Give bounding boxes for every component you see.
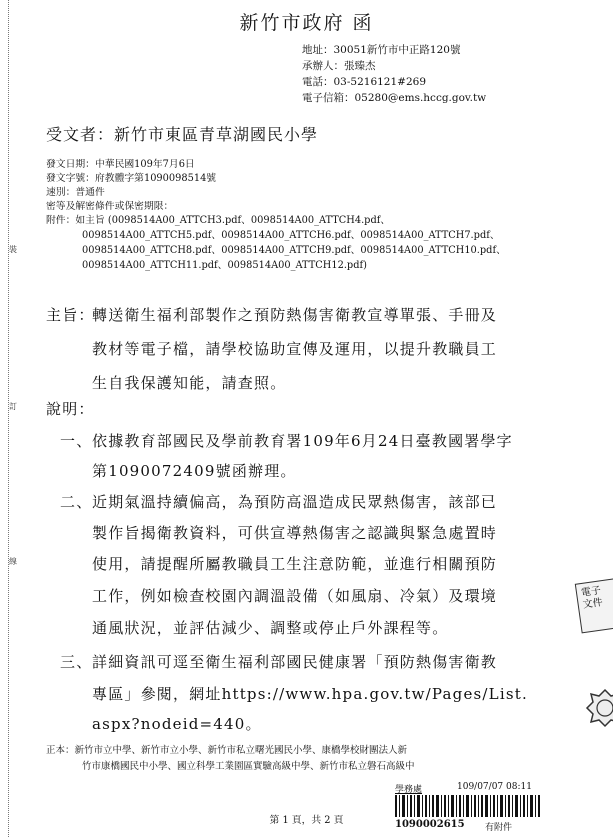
sender-phone: 電話：03-5216121#269 [302, 76, 427, 88]
item-number: 三、 [60, 653, 93, 671]
delivery-speed: 速別：普通件 [46, 187, 105, 198]
item-line: 製作旨揭衛教資料，可供宣導熱傷害之認識與緊急處置時 [92, 524, 498, 542]
item-line: 通風狀況，並評估減少、調整或停止戶外課程等。 [92, 619, 449, 637]
sender-email: 電子信箱：05280@ems.hccg.gov.tw [302, 92, 487, 104]
document-number: 發文字號：府教體字第1090098514號 [46, 173, 217, 184]
item-line: 專區」參閱，網址https://www.hpa.gov.tw/Pages/List. [92, 685, 528, 703]
subject-line: 轉送衛生福利部製作之預防熱傷害衛教宣導單張、手冊及 [92, 306, 498, 324]
attachment-line: 0098514A00_ATTCH8.pdf、0098514A00_ATTCH9.pdf、0098514A00_ATTCH10.pdf、 [82, 245, 506, 256]
document-title: 新竹市政府 函 [239, 12, 374, 34]
attachment-line: 附件：如主旨 (0098514A00_ATTCH3.pdf、0098514A00_ATTCH4.pdf、 [46, 215, 391, 226]
seal-stamp [575, 577, 613, 634]
seal-text: 電子文件 [580, 585, 604, 611]
copy-to-line: 竹市康橋國民中小學、國立科學工業園區實驗高級中學、新竹市私立磐石高級中 [82, 761, 415, 772]
binding-mark: 線 [9, 557, 17, 566]
item-number: 一、 [60, 432, 93, 450]
explanation-label: 說明： [46, 400, 95, 418]
receipt-attachment-status: 有附件 [485, 823, 513, 833]
binding-mark: 訂 [9, 402, 17, 411]
item-number: 二、 [60, 493, 93, 511]
issue-date: 發文日期：中華民國109年7月6日 [46, 159, 195, 170]
item-line: 第1090072409號函辦理。 [92, 462, 297, 480]
copy-to-line: 正本：新竹市立中學、新竹市立小學、新竹市私立曙光國民小學、康橋學校財團法人新 [46, 745, 408, 756]
item-line: aspx?nodeid=440。 [92, 715, 262, 733]
item-line: 使用，請提醒所屬教職員工生注意防範，並進行相關預防 [92, 555, 498, 573]
subject-line: 教材等電子檔，請學校協助宣傳及運用，以提升教職員工 [92, 340, 498, 358]
receipt-number: 1090002615 [395, 819, 465, 830]
subject-label: 主旨： [46, 306, 95, 324]
seal-stamp-lower [585, 688, 613, 728]
binding-line [8, 0, 9, 837]
page-number: 第 1 頁，共 2 頁 [269, 815, 344, 826]
security-level: 密等及解密條件或保密期限： [46, 201, 174, 212]
item-line: 工作，例如檢查校園內調溫設備（如風扇、冷氣）及環境 [92, 587, 498, 605]
item-line: 詳細資訊可逕至衛生福利部國民健康署「預防熱傷害衛教 [92, 653, 498, 671]
recipient: 受文者：新竹市東區青草湖國民小學 [46, 125, 319, 144]
attachment-line: 0098514A00_ATTCH11.pdf、0098514A00_ATTCH12.pdf) [82, 260, 367, 271]
receipt-time: 109/07/07 08:11 [457, 782, 532, 792]
item-line: 近期氣溫持續偏高，為預防高溫造成民眾熱傷害，該部已 [92, 493, 498, 511]
subject-line: 生自我保護知能，請查照。 [92, 374, 287, 392]
item-line: 依據教育部國民及學前教育署109年6月24日臺教國署學字 [92, 432, 513, 450]
attachment-line: 0098514A00_ATTCH5.pdf、0098514A00_ATTCH6.pdf、0098514A00_ATTCH7.pdf、 [82, 230, 500, 241]
sender-contact: 承辦人：張臻杰 [302, 60, 376, 72]
binding-mark: 裝 [9, 245, 17, 254]
receipt-unit: 學務處 [395, 785, 423, 795]
sender-address: 地址：30051新竹市中正路120號 [302, 44, 461, 56]
